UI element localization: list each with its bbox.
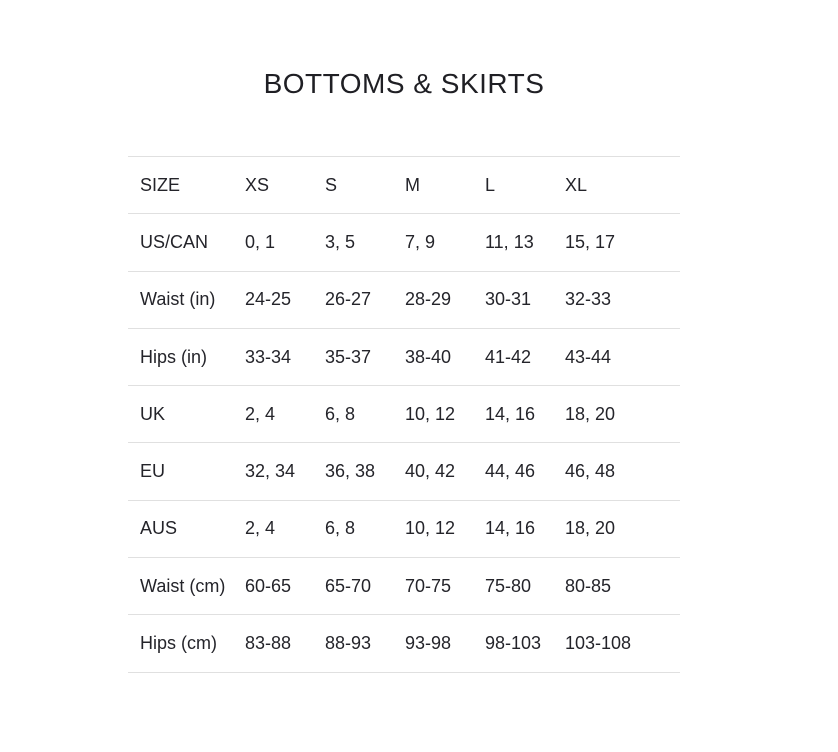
- cell-value: 41-42: [485, 346, 532, 367]
- cell-value: 98-103: [485, 633, 542, 654]
- column-header: M: [405, 174, 420, 195]
- cell-value: 14, 16: [485, 403, 536, 424]
- cell-value: 28-29: [405, 289, 452, 310]
- cell-value: 83-88: [245, 633, 292, 654]
- cell-value: 6, 8: [325, 518, 356, 539]
- cell-value: 80-85: [565, 575, 612, 596]
- size-guide-section: [128, 0, 680, 673]
- cell-value: 103-108: [565, 633, 632, 654]
- cell-value: 40, 42: [405, 461, 456, 482]
- table-row: [128, 328, 680, 385]
- table-row: [128, 443, 680, 500]
- cell-value: 44, 46: [485, 461, 536, 482]
- table-body: [128, 214, 680, 672]
- column-header: S: [325, 174, 338, 195]
- row-label: Waist (in): [140, 289, 216, 310]
- cell-value: 33-34: [245, 346, 292, 367]
- cell-value: 3, 5: [325, 231, 356, 252]
- cell-value: 70-75: [405, 575, 452, 596]
- cell-value: 6, 8: [325, 403, 356, 424]
- row-label: AUS: [140, 518, 178, 539]
- column-header: XL: [565, 174, 588, 195]
- cell-value: 2, 4: [245, 518, 276, 539]
- cell-value: 36, 38: [325, 461, 376, 482]
- size-chart-table: [128, 156, 680, 673]
- cell-value: 0, 1: [245, 231, 276, 252]
- page-title: BOTTOMS & SKIRTS: [263, 68, 545, 99]
- cell-value: 11, 13: [485, 231, 534, 252]
- table-header-row: [128, 157, 680, 214]
- row-label: Hips (in): [140, 346, 208, 367]
- cell-value: 35-37: [325, 346, 372, 367]
- cell-value: 24-25: [245, 289, 292, 310]
- cell-value: 15, 17: [565, 231, 616, 252]
- cell-value: 46, 48: [565, 461, 616, 482]
- cell-value: 43-44: [565, 346, 612, 367]
- cell-value: 18, 20: [565, 518, 616, 539]
- cell-value: 65-70: [325, 575, 372, 596]
- table-row: [128, 558, 680, 615]
- cell-value: 75-80: [485, 575, 532, 596]
- column-header: L: [485, 174, 496, 195]
- column-header-size: SIZE: [140, 174, 181, 195]
- cell-value: 10, 12: [405, 403, 456, 424]
- cell-value: 30-31: [485, 289, 532, 310]
- cell-value: 32-33: [565, 289, 612, 310]
- cell-value: 14, 16: [485, 518, 536, 539]
- cell-value: 32, 34: [245, 461, 296, 482]
- cell-value: 18, 20: [565, 403, 616, 424]
- table-row: [128, 500, 680, 557]
- table-row: [128, 386, 680, 443]
- row-label: US/CAN: [140, 231, 209, 252]
- column-header: XS: [245, 174, 270, 195]
- row-label: EU: [140, 461, 166, 482]
- row-label: Waist (cm): [140, 575, 226, 596]
- cell-value: 10, 12: [405, 518, 456, 539]
- cell-value: 7, 9: [405, 231, 436, 252]
- cell-value: 88-93: [325, 633, 372, 654]
- row-label: Hips (cm): [140, 633, 217, 654]
- table-row: [128, 214, 680, 271]
- row-label: UK: [140, 403, 166, 424]
- table-row: [128, 615, 680, 672]
- cell-value: 26-27: [325, 289, 372, 310]
- cell-value: 93-98: [405, 633, 452, 654]
- cell-value: 38-40: [405, 346, 452, 367]
- cell-value: 60-65: [245, 575, 292, 596]
- table-row: [128, 271, 680, 328]
- cell-value: 2, 4: [245, 403, 276, 424]
